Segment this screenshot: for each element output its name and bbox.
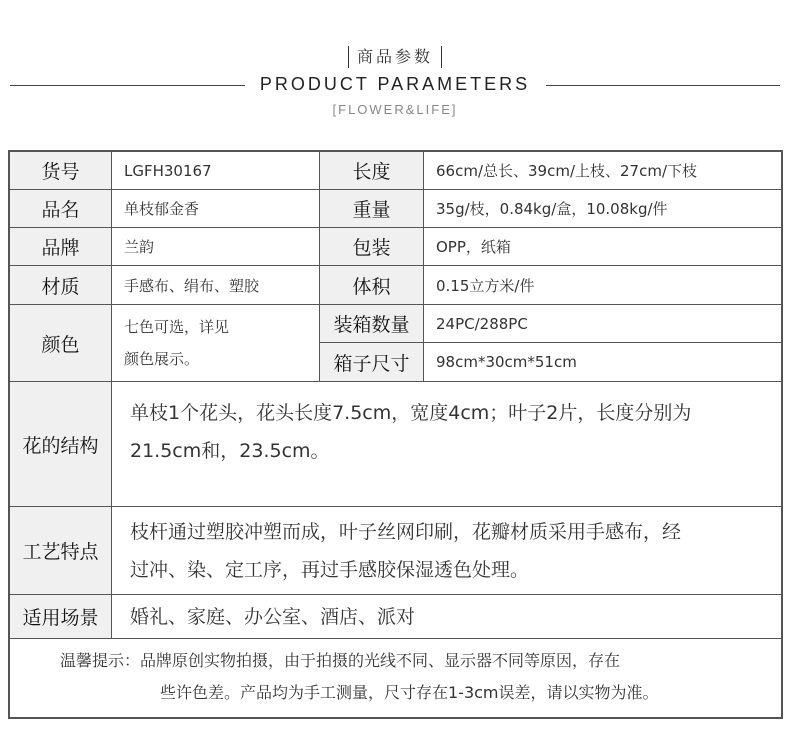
notice-line2: 些许色差。产品均为手工测量，尺寸存在1-3cm误差，请以实物为准。 xyxy=(160,683,659,702)
value-color xyxy=(112,305,320,382)
label-name: 品名 xyxy=(10,190,112,228)
value-volume: 0.15立方米/件 xyxy=(424,266,781,305)
value-brand: 兰韵 xyxy=(112,228,320,266)
label-craft: 工艺特点 xyxy=(10,507,112,595)
header-rule-right xyxy=(546,85,780,86)
value-structure-line1: 单枝1个花头，花头长度7.5cm，宽度4cm；叶子2片，长度分别为 xyxy=(130,402,692,424)
header-en-title: PRODUCT PARAMETERS xyxy=(259,74,531,94)
value-box-qty: 24PC/288PC xyxy=(424,305,781,343)
value-weight: 35g/枝，0.84kg/盒，10.08kg/件 xyxy=(424,190,781,228)
label-brand: 品牌 xyxy=(10,228,112,266)
value-box-size: 98cm*30cm*51cm xyxy=(424,343,781,382)
value-color-line2: 颜色展示。 xyxy=(124,350,200,368)
label-box-qty: 装箱数量 xyxy=(320,305,424,343)
notice-text xyxy=(10,639,781,717)
value-structure xyxy=(112,382,781,507)
value-packing: OPP，纸箱 xyxy=(424,228,781,266)
label-weight: 重量 xyxy=(320,190,424,228)
label-structure: 花的结构 xyxy=(10,382,112,507)
label-occasion: 适用场景 xyxy=(10,595,112,639)
value-structure-line2: 21.5cm和，23.5cm。 xyxy=(130,440,330,462)
label-color: 颜色 xyxy=(10,305,112,382)
parameter-table xyxy=(8,150,783,719)
label-material: 材质 xyxy=(10,266,112,305)
header-cn-title: 商品参数 xyxy=(0,46,790,68)
value-craft xyxy=(112,507,781,595)
value-occasion: 婚礼、家庭、办公室、酒店、派对 xyxy=(112,595,781,639)
label-box-size: 箱子尺寸 xyxy=(320,343,424,382)
value-craft-line1: 枝杆通过塑胶冲塑而成，叶子丝网印刷，花瓣材质采用手感布，经 xyxy=(130,521,682,543)
label-volume: 体积 xyxy=(320,266,424,305)
value-item-no: LGFH30167 xyxy=(112,152,320,190)
notice-line1: 温馨提示：品牌原创实物拍摄，由于拍摄的光线不同、显示器不同等原因，存在 xyxy=(60,651,621,670)
header-sub-title: [FLOWER&LIFE] xyxy=(332,102,458,117)
value-material: 手感布、绢布、塑胶 xyxy=(112,266,320,305)
value-craft-line2: 过冲、染、定工序，再过手感胶保湿透色处理。 xyxy=(130,559,530,581)
value-length: 66cm/总长、39cm/上枝、27cm/下枝 xyxy=(424,152,781,190)
label-length: 长度 xyxy=(320,152,424,190)
value-color-line1: 七色可选，详见 xyxy=(124,318,230,336)
label-item-no: 货号 xyxy=(10,152,112,190)
value-name: 单枝郁金香 xyxy=(112,190,320,228)
label-packing: 包装 xyxy=(320,228,424,266)
section-header xyxy=(0,0,790,140)
